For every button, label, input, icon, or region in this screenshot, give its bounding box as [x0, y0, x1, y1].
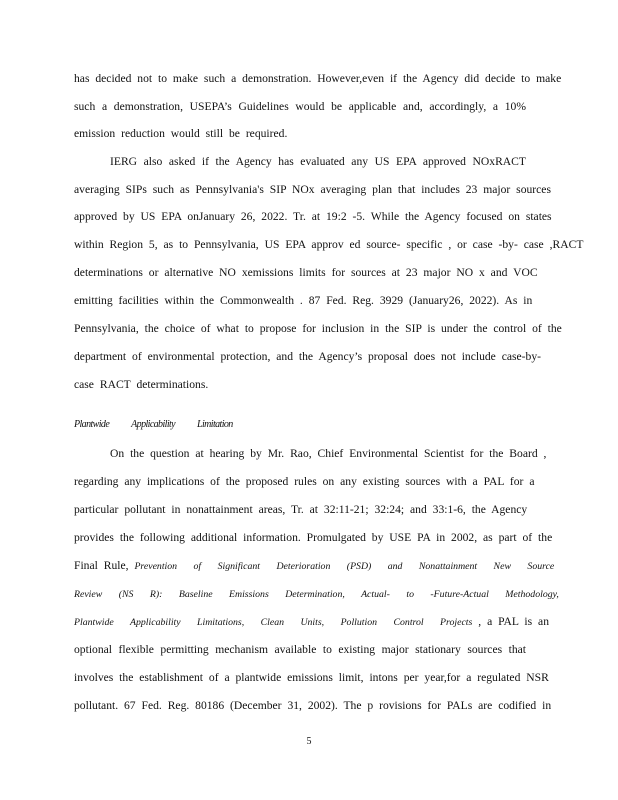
section-heading-word-2: Applicability — [131, 419, 176, 430]
paragraph-3-line-2: regarding any implications of the proposed rules on any existing sources with a PAL for a — [74, 475, 535, 488]
rule-title-part-2: Review (NS R): Baseline Emissions Determination, Actual- to -Future-Actual Methodology, — [74, 589, 559, 600]
paragraph-3-line-4: provides the following additional information. Promulgated by USE PA in 2002, as part of the — [74, 531, 553, 544]
paragraph-2-line-2: averaging SIPs such as Pennsylvania's SIP NOx averaging plan that includes 23 major sources — [74, 183, 551, 196]
paragraph-3-line-3: particular pollutant in nonattainment areas, Tr. at 32:11-21; 32:24; and 33:1-6, the Agency — [74, 503, 528, 516]
paragraph-2-line-4: within Region 5, as to Pennsylvania, US EPA approv ed source- specific , or case -by- case ,RACT — [74, 238, 584, 251]
paragraph-2-line-6: emitting facilities within the Commonwealth . 87 Fed. Reg. 3929 (January26, 2022). As in — [74, 294, 533, 307]
paragraph-3-line-7 — [74, 614, 549, 631]
paragraph-2-line-8: department of environmental protection, and the Agency’s proposal does not include case-by- — [74, 350, 541, 363]
paragraph-3-line-1: On the question at hearing by Mr. Rao, Chief Environmental Scientist for the Board , — [110, 447, 547, 460]
paragraph-1-line-2: such a demonstration, USEPA’s Guidelines would be applicable and, accordingly, a 10% — [74, 100, 526, 113]
paragraph-3-line-6 — [74, 586, 559, 603]
paragraph-2-line-5: determinations or alternative NO xemissions limits for sources at 23 major NO x and VOC — [74, 266, 538, 279]
paragraph-2-line-1: IERG also asked if the Agency has evaluated any US EPA approved NOxRACT — [110, 155, 526, 168]
page-number: 5 — [306, 736, 312, 747]
paragraph-2-line-7: Pennsylvania, the choice of what to propose for inclusion in the SIP is under the control of the — [74, 322, 562, 335]
paragraph-3-line-8: optional flexible permitting mechanism available to existing major stationary sources that — [74, 643, 526, 656]
paragraph-1-line-3: emission reduction would still be required. — [74, 127, 288, 140]
section-heading-word-3: Limitation — [197, 419, 233, 430]
paragraph-1-line-1: has decided not to make such a demonstration. However,even if the Agency did decide to make — [74, 72, 562, 85]
paragraph-3-line-10: pollutant. 67 Fed. Reg. 80186 (December 31, 2002). The p rovisions for PALs are codified in — [74, 699, 552, 712]
section-heading — [74, 419, 255, 430]
paragraph-3-line-9: involves the establishment of a plantwide emissions limit, intons per year,for a regulated NSR — [74, 671, 549, 684]
paragraph-3-line-5 — [74, 558, 555, 575]
final-rule-label: Final Rule, — [74, 559, 129, 572]
section-heading-word-1: Plantwide — [74, 419, 110, 430]
rule-title-part-3: Plantwide Applicability Limitations, Clean Units, Pollution Control Projects — [74, 617, 473, 628]
pal-clause: , a PAL is an — [478, 615, 549, 628]
paragraph-2-line-3: approved by US EPA onJanuary 26, 2022. Tr. at 19:2 -5. While the Agency focused on states — [74, 210, 552, 223]
paragraph-2-line-9: case RACT determinations. — [74, 378, 209, 391]
rule-title-part-1: Prevention of Significant Deterioration (PSD) and Nonattainment New Source — [134, 561, 555, 572]
